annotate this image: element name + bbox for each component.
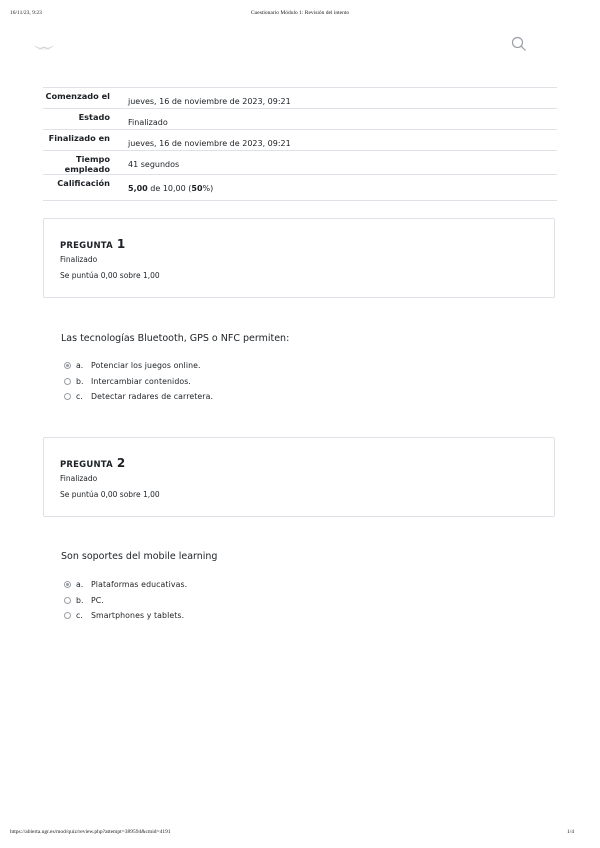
question-heading (60, 233, 125, 252)
grade-out-of: de 10,00 ( (147, 184, 192, 193)
search-icon[interactable] (511, 36, 527, 52)
summary-value: Finalizado (120, 109, 557, 130)
summary-label: Finalizado en (43, 130, 120, 151)
summary-value: jueves, 16 de noviembre de 2023, 09:21 (120, 88, 557, 109)
question-word: PREGUNTA (60, 241, 113, 251)
answer-letter: c. (76, 392, 83, 402)
summary-value: 41 segundos (120, 151, 557, 175)
question-number: 2 (116, 456, 126, 470)
radio-checked-icon[interactable] (64, 362, 71, 369)
print-title: Cuestionario Módulo 1: Revisión del intento (250, 10, 350, 16)
summary-label: Tiempo empleado (43, 151, 120, 175)
radio-icon[interactable] (64, 393, 71, 400)
summary-row-grade (43, 175, 557, 201)
answer-letter: b. (76, 595, 84, 605)
question-state: Finalizado (60, 255, 98, 264)
question-heading (60, 452, 125, 471)
question-2-info-card (43, 437, 555, 517)
question-1-info-card (43, 218, 555, 298)
grade-percent-suffix: %) (202, 184, 214, 193)
radio-icon[interactable] (64, 597, 71, 604)
answer-letter: a. (76, 580, 84, 590)
answer-letter: a. (76, 361, 84, 371)
answer-option[interactable] (64, 593, 187, 609)
grade-score: 5,00 (128, 184, 148, 193)
summary-row-started (43, 88, 557, 109)
answer-letter: c. (76, 611, 83, 621)
answer-text: Smartphones y tablets. (91, 611, 185, 621)
question-2-text: Son soportes del mobile learning (61, 551, 218, 562)
answer-option[interactable] (64, 358, 213, 374)
question-word: PREGUNTA (60, 460, 113, 470)
site-logo[interactable] (34, 43, 54, 51)
summary-row-finished (43, 130, 557, 151)
answer-option[interactable] (64, 577, 187, 593)
summary-label: Comenzado el (43, 88, 120, 109)
question-grade: Se puntúa 0,00 sobre 1,00 (60, 490, 160, 499)
radio-icon[interactable] (64, 378, 71, 385)
print-page-number: 1/4 (566, 829, 574, 835)
question-number: 1 (116, 237, 126, 251)
question-2-answers (64, 577, 187, 624)
summary-label: Calificación (43, 175, 120, 201)
summary-grade-value (120, 175, 557, 201)
summary-label: Estado (43, 109, 120, 130)
answer-text: Plataformas educativas. (91, 580, 188, 590)
answer-text: Detectar radares de carretera. (91, 392, 214, 402)
print-footer (0, 829, 600, 841)
answer-text: Intercambiar contenidos. (91, 376, 191, 386)
summary-row-time-taken (43, 151, 557, 175)
answer-text: Potenciar los juegos online. (91, 361, 201, 371)
answer-option[interactable] (64, 608, 187, 624)
answer-text: PC. (91, 595, 104, 605)
print-header (0, 10, 600, 22)
answer-option[interactable] (64, 374, 213, 390)
summary-value: jueves, 16 de noviembre de 2023, 09:21 (120, 130, 557, 151)
summary-row-state (43, 109, 557, 130)
print-datetime: 16/11/23, 9:23 (10, 10, 42, 16)
attempt-summary-table (43, 87, 557, 201)
answer-option[interactable] (64, 389, 213, 405)
question-1-answers (64, 358, 213, 405)
grade-percent: 50 (191, 184, 203, 193)
answer-letter: b. (76, 376, 84, 386)
question-grade: Se puntúa 0,00 sobre 1,00 (60, 271, 160, 280)
print-url: https://abierta.ugr.es/mod/quiz/review.php?attempt=389594&cmid=4191 (10, 829, 171, 835)
question-state: Finalizado (60, 474, 98, 483)
radio-checked-icon[interactable] (64, 581, 71, 588)
radio-icon[interactable] (64, 612, 71, 619)
question-1-text: Las tecnologías Bluetooth, GPS o NFC permiten: (61, 333, 290, 344)
